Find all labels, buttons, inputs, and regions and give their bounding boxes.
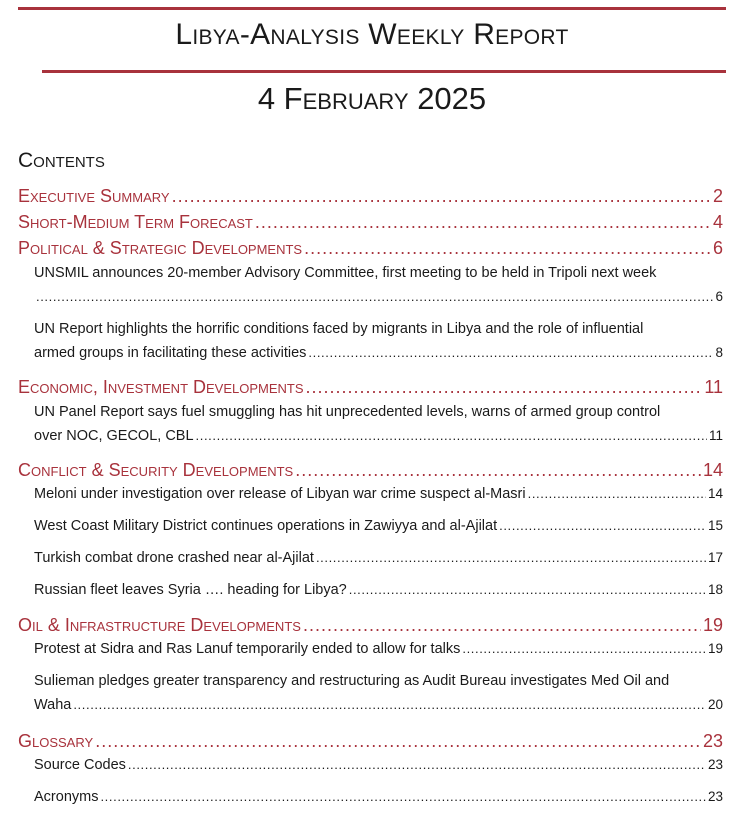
toc-entry-label: Acronyms bbox=[34, 789, 99, 805]
toc-leader-dots bbox=[196, 428, 707, 443]
toc-leader-dots bbox=[316, 550, 706, 565]
toc-page-number: 4 bbox=[712, 212, 723, 232]
toc-entry-acronyms[interactable] bbox=[34, 789, 723, 809]
toc-entry-unsmil-line1[interactable]: UNSMIL announces 20-member Advisory Committee, first meeting to be held in Tripoli next week bbox=[34, 265, 657, 281]
toc-page-number: 18 bbox=[707, 582, 723, 597]
toc-entry-turkish-drone[interactable] bbox=[34, 550, 723, 570]
toc-section-label: Political & Strategic Developments bbox=[18, 238, 303, 258]
toc-page-number: 14 bbox=[707, 486, 723, 501]
toc-page-number: 15 bbox=[707, 518, 723, 533]
toc-section-label: Oil & Infrastructure Developments bbox=[18, 615, 301, 635]
toc-leader-dots bbox=[528, 486, 706, 501]
toc-entry-label: West Coast Military District continues operations in Zawiyya and al-Ajilat bbox=[34, 518, 498, 534]
toc-leader-dots bbox=[304, 238, 711, 259]
toc-page-number: 11 bbox=[708, 428, 723, 443]
title-rule bbox=[42, 70, 726, 73]
toc-leader-dots bbox=[95, 731, 701, 752]
toc-entry-label: armed groups in facilitating these activities bbox=[34, 345, 307, 361]
toc-entry-label: Waha bbox=[34, 697, 72, 713]
toc-section-political[interactable] bbox=[18, 238, 723, 262]
toc-page-number: 8 bbox=[715, 345, 723, 360]
toc-page-number: 6 bbox=[712, 238, 723, 258]
top-rule bbox=[18, 7, 726, 10]
toc-section-glossary[interactable] bbox=[18, 731, 723, 755]
toc-leader-dots bbox=[499, 518, 706, 533]
toc-section-forecast[interactable] bbox=[18, 212, 723, 236]
toc-page-number: 17 bbox=[707, 550, 723, 565]
toc-page-number: 2 bbox=[712, 186, 723, 206]
toc-page-number: 19 bbox=[702, 615, 723, 635]
toc-entry-sidra-protest[interactable] bbox=[34, 641, 723, 661]
toc-entry-sulieman-line1[interactable]: Sulieman pledges greater transparency and restructuring as Audit Bureau investigates Med Oil and bbox=[34, 673, 670, 689]
toc-leader-dots bbox=[303, 615, 701, 636]
toc-section-label: Glossary bbox=[18, 731, 94, 751]
toc-entry-source-codes[interactable] bbox=[34, 757, 723, 777]
toc-section-oil[interactable] bbox=[18, 615, 723, 639]
toc-leader-dots bbox=[128, 757, 706, 772]
toc-page-number: 23 bbox=[702, 731, 723, 751]
report-title: Libya-Analysis Weekly Report bbox=[175, 18, 569, 51]
toc-entry-west-coast[interactable] bbox=[34, 518, 723, 538]
toc-page-number: 6 bbox=[715, 289, 723, 304]
toc-leader-dots bbox=[295, 460, 701, 481]
toc-section-executive-summary[interactable] bbox=[18, 186, 723, 210]
toc-entry-label: Source Codes bbox=[34, 757, 126, 773]
toc-page-number: 11 bbox=[704, 377, 723, 397]
toc-leader-dots bbox=[349, 582, 706, 597]
toc-page-number: 19 bbox=[707, 641, 723, 656]
toc-page-number: 23 bbox=[707, 789, 723, 804]
toc-entry-label: Turkish combat drone crashed near al-Ajilat bbox=[34, 550, 314, 566]
toc-leader-dots bbox=[36, 289, 713, 304]
report-date: 4 February 2025 bbox=[257, 81, 487, 116]
toc-leader-dots bbox=[308, 345, 713, 360]
toc-section-security[interactable] bbox=[18, 460, 723, 484]
toc-section-label: Short-Medium Term Forecast bbox=[18, 212, 253, 232]
toc-leader-dots bbox=[73, 697, 706, 712]
toc-entry-meloni[interactable] bbox=[34, 486, 723, 506]
toc-section-economic[interactable] bbox=[18, 377, 723, 401]
toc-section-label: Conflict & Security Developments bbox=[18, 460, 294, 480]
toc-entry-unsmil[interactable] bbox=[34, 289, 723, 309]
toc-entry-label: Protest at Sidra and Ras Lanuf temporarily ended to allow for talks bbox=[34, 641, 461, 657]
toc-page-number: 23 bbox=[707, 757, 723, 772]
contents-heading: Contents bbox=[18, 149, 105, 172]
toc-section-label: Economic, Investment Developments bbox=[18, 377, 304, 397]
toc-entry-un-panel-line1[interactable]: UN Panel Report says fuel smuggling has hit unprecedented levels, warns of armed group control bbox=[34, 404, 661, 420]
toc-entry-label: Russian fleet leaves Syria …. heading for Libya? bbox=[34, 582, 347, 598]
toc-leader-dots bbox=[100, 789, 706, 804]
toc-entry-russian-fleet[interactable] bbox=[34, 582, 723, 602]
toc-page-number: 14 bbox=[702, 460, 723, 480]
toc-entry-label: over NOC, GECOL, CBL bbox=[34, 428, 194, 444]
toc-page-number: 20 bbox=[707, 697, 723, 712]
toc-section-label: Executive Summary bbox=[18, 186, 170, 206]
toc-entry-label: Meloni under investigation over release of Libyan war crime suspect al-Masri bbox=[34, 486, 526, 502]
toc-leader-dots bbox=[255, 212, 711, 233]
toc-entry-un-report-line1[interactable]: UN Report highlights the horrific conditions faced by migrants in Libya and the role of influential bbox=[34, 321, 644, 337]
toc-leader-dots bbox=[172, 186, 711, 207]
toc-leader-dots bbox=[462, 641, 706, 656]
toc-entry-sulieman[interactable] bbox=[34, 697, 723, 717]
toc-entry-un-report[interactable] bbox=[34, 345, 723, 365]
toc-leader-dots bbox=[306, 377, 703, 398]
toc-entry-un-panel[interactable] bbox=[34, 428, 723, 448]
